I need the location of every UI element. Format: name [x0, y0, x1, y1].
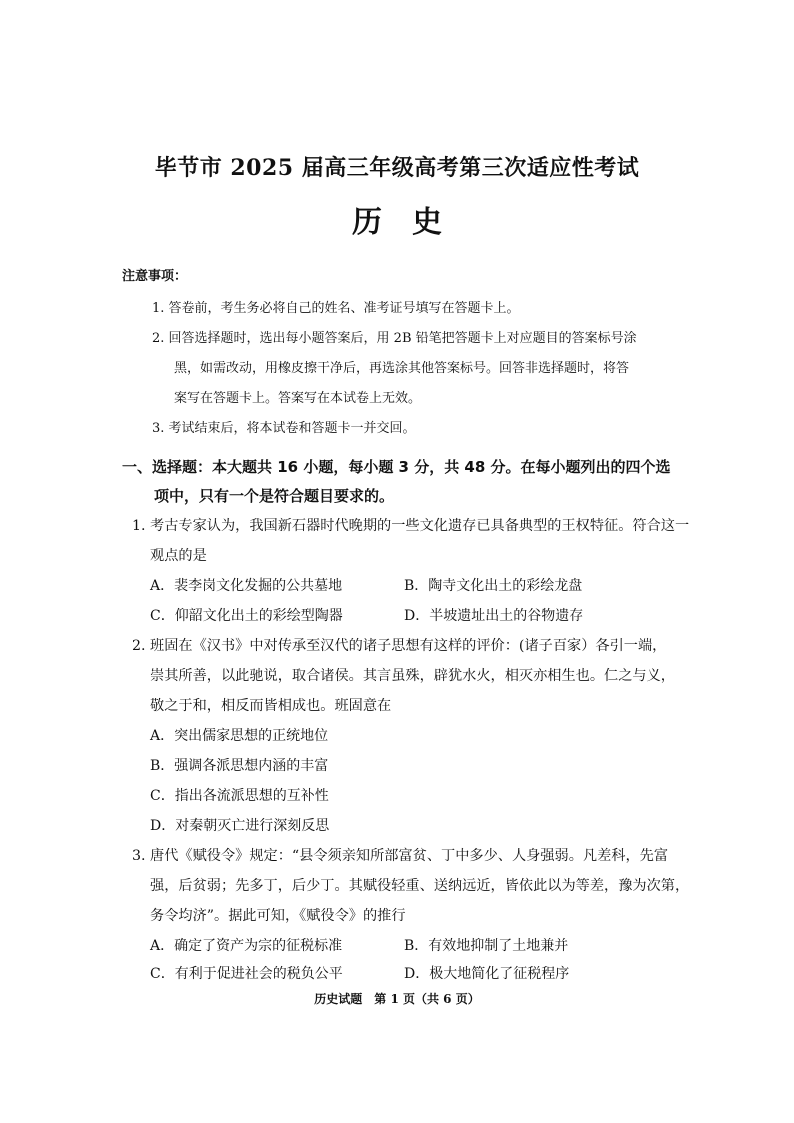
- question-3-line: 3. 唐代《赋役令》规定：“县令须亲知所部富贫、丁中多少、人身强弱。凡差科，先富: [132, 848, 669, 864]
- question-2-option-a: A．突出儒家思想的正统地位: [150, 728, 329, 744]
- notices-heading: 注意事项：: [122, 269, 188, 284]
- question-1-line: 1. 考古专家认为，我国新石器时代晚期的一些文化遗存已具备典型的王权特征。符合这一: [132, 518, 690, 534]
- question-2-line: 崇其所善，以此驰说，取合诸侯。其言虽殊，辟犹水火，相灭亦相生也。仁之与义，: [150, 668, 675, 684]
- question-1-line: 观点的是: [150, 548, 207, 564]
- notice-line: 案写在答题卡上。答案写在本试卷上无效。: [174, 391, 422, 406]
- notice-line: 2. 回答选择题时，选出每小题答案后，用 2B 铅笔把答题卡上对应题目的答案标号涂: [152, 331, 637, 346]
- section-heading-cont: 项中，只有一个是符合题目要求的。: [154, 487, 395, 505]
- notice-line: 1. 答卷前，考生务必将自己的姓名、准考证号填写在答题卡上。: [152, 301, 520, 316]
- question-3-option-b: B．有效地抑制了土地兼并: [404, 938, 569, 954]
- question-1-option-a: A．裴李岗文化发掘的公共墓地: [150, 578, 343, 594]
- question-3-option-a: A．确定了资产为宗的征税标准: [150, 938, 343, 954]
- subject-title: 历史: [352, 205, 472, 240]
- question-1-option-b: B．陶寺文化出土的彩绘龙盘: [404, 578, 583, 594]
- question-2-line: 2. 班固在《汉书》中对传承至汉代的诸子思想有这样的评价：(诸子百家）各引一端，: [132, 638, 667, 654]
- question-1-option-d: D．半坡遗址出土的谷物遗存: [404, 608, 584, 624]
- section-heading: 一、选择题：本大题共 16 小题，每小题 3 分，共 48 分。在每小题列出的四个选: [122, 458, 671, 476]
- question-3-line: 务令均济”。据此可知，《赋役令》的推行: [150, 908, 406, 924]
- question-2-option-b: B．强调各派思想内涵的丰富: [150, 758, 329, 774]
- question-3-line: 强，后贫弱；先多丁，后少丁。其赋役轻重、送纳远近，皆依此以为等差，豫为次第，: [150, 878, 690, 894]
- page-footer: 历史试题 第 1 页（共 6 页）: [314, 992, 480, 1006]
- question-2-option-c: C．指出各流派思想的互补性: [150, 788, 329, 804]
- question-2-option-d: D．对秦朝灭亡进行深刻反思: [150, 818, 330, 834]
- notice-line: 黑，如需改动，用橡皮擦干净后，再选涂其他答案标号。回答非选择题时，将答: [174, 361, 630, 376]
- exam-title: 毕节市 2025 届高三年级高考第三次适应性考试: [154, 155, 640, 181]
- notice-line: 3. 考试结束后，将本试卷和答题卡一并交回。: [152, 421, 416, 436]
- question-3-option-c: C．有利于促进社会的税负公平: [150, 966, 343, 982]
- question-2-line: 敬之于和，相反而皆相成也。班固意在: [150, 698, 392, 714]
- question-3-option-d: D．极大地简化了征税程序: [404, 966, 570, 982]
- question-1-option-c: C．仰韶文化出土的彩绘型陶器: [150, 608, 343, 624]
